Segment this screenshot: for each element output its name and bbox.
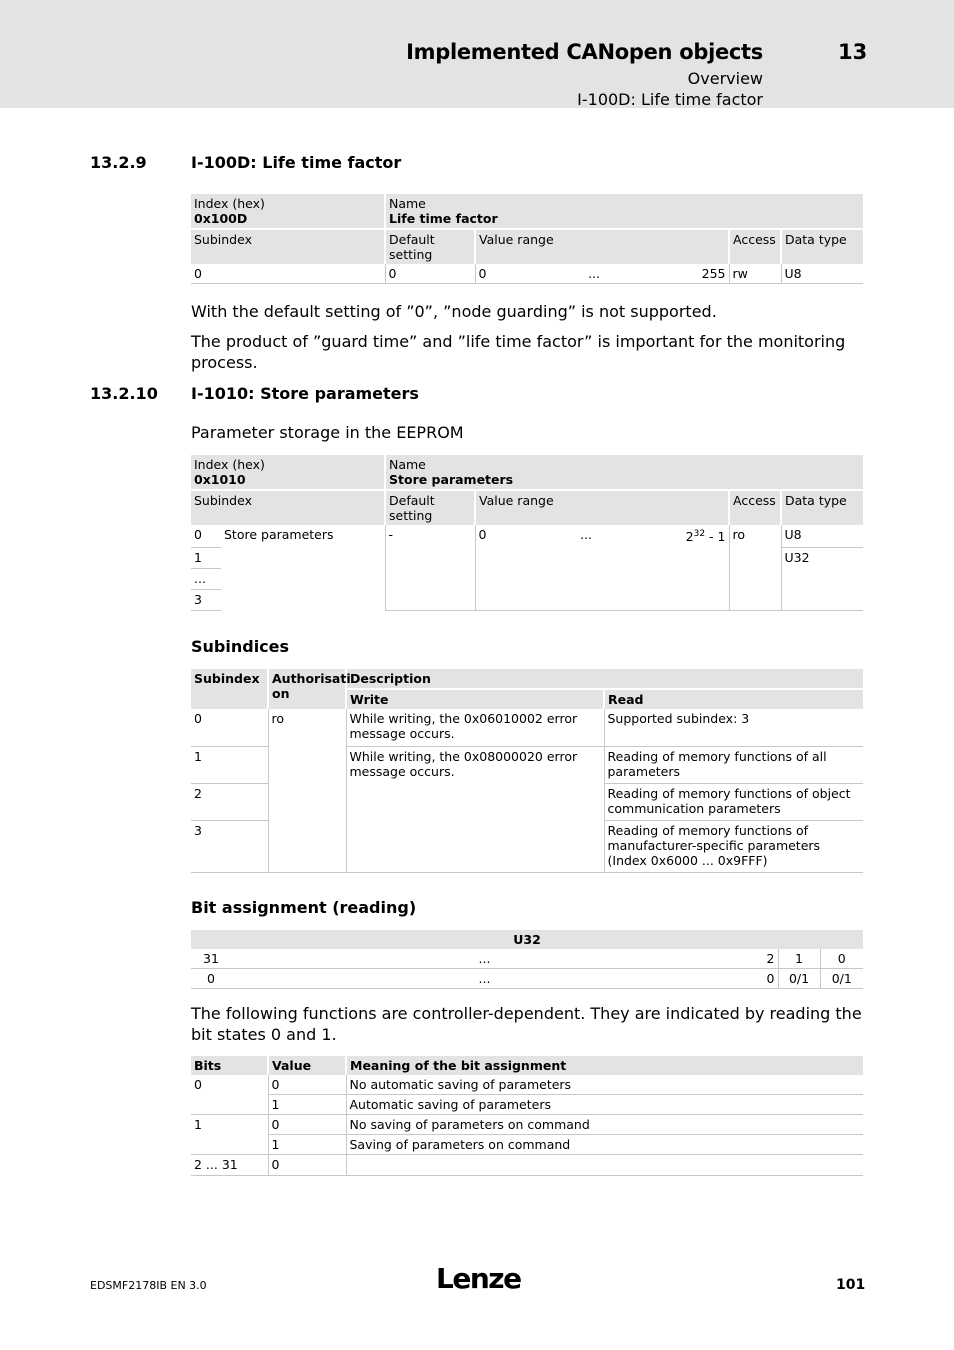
range-dots: ... xyxy=(588,266,600,281)
col-authorisation-2: on xyxy=(272,686,290,701)
object-table-100d xyxy=(191,194,863,284)
brand-logo: Lenze xyxy=(436,1262,521,1295)
col-subindex: Subindex xyxy=(191,229,385,264)
cell-read: Reading of memory functions of object communication parameters xyxy=(604,783,863,820)
col-default: Default xyxy=(389,232,435,247)
cell-datatype: U32 xyxy=(781,547,863,610)
cell-bits: 1 xyxy=(191,1115,268,1135)
cell-bits: 2 ... 31 xyxy=(191,1155,268,1176)
col-value: Value xyxy=(268,1056,346,1075)
col-access: Access xyxy=(729,490,781,525)
cell-value: 0 xyxy=(268,1075,346,1095)
header-subtitle-2: I-100D: Life time factor xyxy=(577,90,763,109)
table-row xyxy=(191,1075,863,1095)
cell-default: - xyxy=(385,525,475,610)
cell-value: 1 xyxy=(268,1135,346,1155)
subheading: Subindices xyxy=(191,637,290,656)
cell-bit: 1 xyxy=(778,949,820,969)
paragraph: With the default setting of ”0”, ”node guarding” is not supported. xyxy=(191,302,717,321)
section-number: 13.2.10 xyxy=(90,384,158,403)
cell-bit-value: 0/1 xyxy=(820,969,863,989)
table-row xyxy=(191,1095,863,1115)
cell-range xyxy=(475,264,729,284)
cell-subindex: 2 xyxy=(191,783,268,820)
range-max-base: 2 xyxy=(685,529,694,545)
cell-subindex: 3 xyxy=(191,589,221,610)
header-subtitle: Overview xyxy=(687,69,763,88)
bit-meaning-table xyxy=(191,1056,863,1176)
table-row xyxy=(191,264,863,284)
col-access: Access xyxy=(729,229,781,264)
section-number: 13.2.9 xyxy=(90,153,147,172)
cell-write: While writing, the 0x06010002 error message occurs. xyxy=(346,709,604,746)
cell-bit-value: ... xyxy=(231,969,738,989)
table-row xyxy=(191,969,863,989)
cell-value: 1 xyxy=(268,1095,346,1115)
cell-bit: 0 xyxy=(820,949,863,969)
paragraph: The product of ”guard time” and ”life time factor” is important for the monitoring process. xyxy=(191,332,846,372)
table-row xyxy=(191,949,863,969)
range-max-tail: - 1 xyxy=(705,529,726,545)
range-min: 0 xyxy=(478,266,487,281)
cell-subindex: 0 xyxy=(191,525,221,547)
col-authorisation: Authorisati xyxy=(272,671,351,686)
name-value: Life time factor xyxy=(389,211,498,226)
cell-meaning: No automatic saving of parameters xyxy=(346,1075,863,1095)
table-row xyxy=(191,525,863,547)
cell-meaning: Saving of parameters on command xyxy=(346,1135,863,1155)
index-label: Index (hex) xyxy=(194,457,265,472)
cell-subindex: 0 xyxy=(191,264,385,284)
col-bits: Bits xyxy=(194,1058,222,1073)
cell-read: Supported subindex: 3 xyxy=(604,709,863,746)
cell-bit-value: 0 xyxy=(191,969,231,989)
subheading: Bit assignment (reading) xyxy=(191,898,417,917)
index-value: 0x100D xyxy=(194,211,248,226)
index-label: Index (hex) xyxy=(194,196,265,211)
table-header-row xyxy=(191,669,863,689)
range-max: 255 xyxy=(701,266,726,281)
cell-bit: 31 xyxy=(191,949,231,969)
cell-bits xyxy=(191,1135,268,1155)
cell-read: Reading of memory functions of manufacturer-specific parameters (Index 0x6000 ... 0x9FFF) xyxy=(604,820,863,872)
col-description: Description xyxy=(346,669,863,689)
cell-subindex: 1 xyxy=(191,547,221,568)
cell-write: While writing, the 0x08000020 error message occurs. xyxy=(346,746,604,872)
table-row xyxy=(191,1115,863,1135)
cell-datatype: U8 xyxy=(781,525,863,547)
paragraph: Parameter storage in the EEPROM xyxy=(191,423,464,442)
document-id: EDSMF2178IB EN 3.0 xyxy=(90,1279,207,1292)
col-datatype: Data type xyxy=(781,490,863,525)
table-header-row xyxy=(191,930,863,949)
cell-subindex: ... xyxy=(191,568,221,589)
cell-subindex: 0 xyxy=(191,709,268,746)
range-min: 0 xyxy=(478,527,487,542)
table-header-row xyxy=(191,229,863,264)
cell-bit-value: 0/1 xyxy=(778,969,820,989)
chapter-title: Implemented CANopen objects xyxy=(406,40,763,64)
cell-authorisation: ro xyxy=(268,709,346,872)
subindices-table xyxy=(191,669,863,873)
cell-bits: 0 xyxy=(191,1075,268,1095)
name-label: Name xyxy=(389,457,426,472)
col-subindex: Subindex xyxy=(194,671,260,686)
cell-value: 0 xyxy=(268,1155,346,1176)
table-row xyxy=(191,1155,863,1176)
col-write: Write xyxy=(346,689,604,709)
range-dots: ... xyxy=(580,527,593,542)
index-value: 0x1010 xyxy=(194,472,246,487)
table-header-row xyxy=(191,194,863,229)
cell-datatype: U8 xyxy=(781,264,863,284)
col-datatype: U32 xyxy=(513,932,541,947)
cell-subindex: 1 xyxy=(191,746,268,783)
cell-bit: ... xyxy=(231,949,738,969)
cell-bit-value: 0 xyxy=(738,969,778,989)
table-header-row xyxy=(191,490,863,525)
cell-object-name: Store parameters xyxy=(221,525,385,610)
col-default-2: setting xyxy=(389,247,433,262)
cell-access: ro xyxy=(729,525,781,610)
col-read: Read xyxy=(604,689,863,709)
paragraph: The following functions are controller-dependent. They are indicated by reading the bit states 0 and 1. xyxy=(191,1004,862,1044)
col-datatype: Data type xyxy=(781,229,863,264)
col-default-2: setting xyxy=(389,508,433,523)
name-value: Store parameters xyxy=(389,472,514,487)
cell-value: 0 xyxy=(268,1115,346,1135)
page-number: 101 xyxy=(836,1277,866,1293)
col-range: Value range xyxy=(475,229,729,264)
bit-assignment-table xyxy=(191,930,863,989)
cell-bit: 2 xyxy=(738,949,778,969)
table-header-row xyxy=(191,1056,863,1075)
object-table-1010 xyxy=(191,455,863,611)
table-row xyxy=(191,1135,863,1155)
cell-default: 0 xyxy=(385,264,475,284)
cell-bits xyxy=(191,1095,268,1115)
cell-subindex: 3 xyxy=(191,820,268,872)
table-header-row xyxy=(191,455,863,490)
cell-meaning: No saving of parameters on command xyxy=(346,1115,863,1135)
col-meaning: Meaning of the bit assignment xyxy=(346,1056,863,1075)
cell-range xyxy=(475,525,729,610)
cell-meaning xyxy=(346,1155,863,1176)
section-title: I-100D: Life time factor xyxy=(191,153,402,172)
range-max xyxy=(686,527,726,544)
cell-meaning: Automatic saving of parameters xyxy=(346,1095,863,1115)
range-max-exp: 32 xyxy=(693,529,706,539)
col-subindex: Subindex xyxy=(191,490,385,525)
col-range: Value range xyxy=(475,490,729,525)
col-default: Default xyxy=(389,493,435,508)
name-label: Name xyxy=(389,196,426,211)
cell-read: Reading of memory functions of all parameters xyxy=(604,746,863,783)
chapter-number: 13 xyxy=(838,40,868,64)
cell-access: rw xyxy=(729,264,781,284)
table-row xyxy=(191,709,863,746)
section-title: I-1010: Store parameters xyxy=(191,384,419,403)
